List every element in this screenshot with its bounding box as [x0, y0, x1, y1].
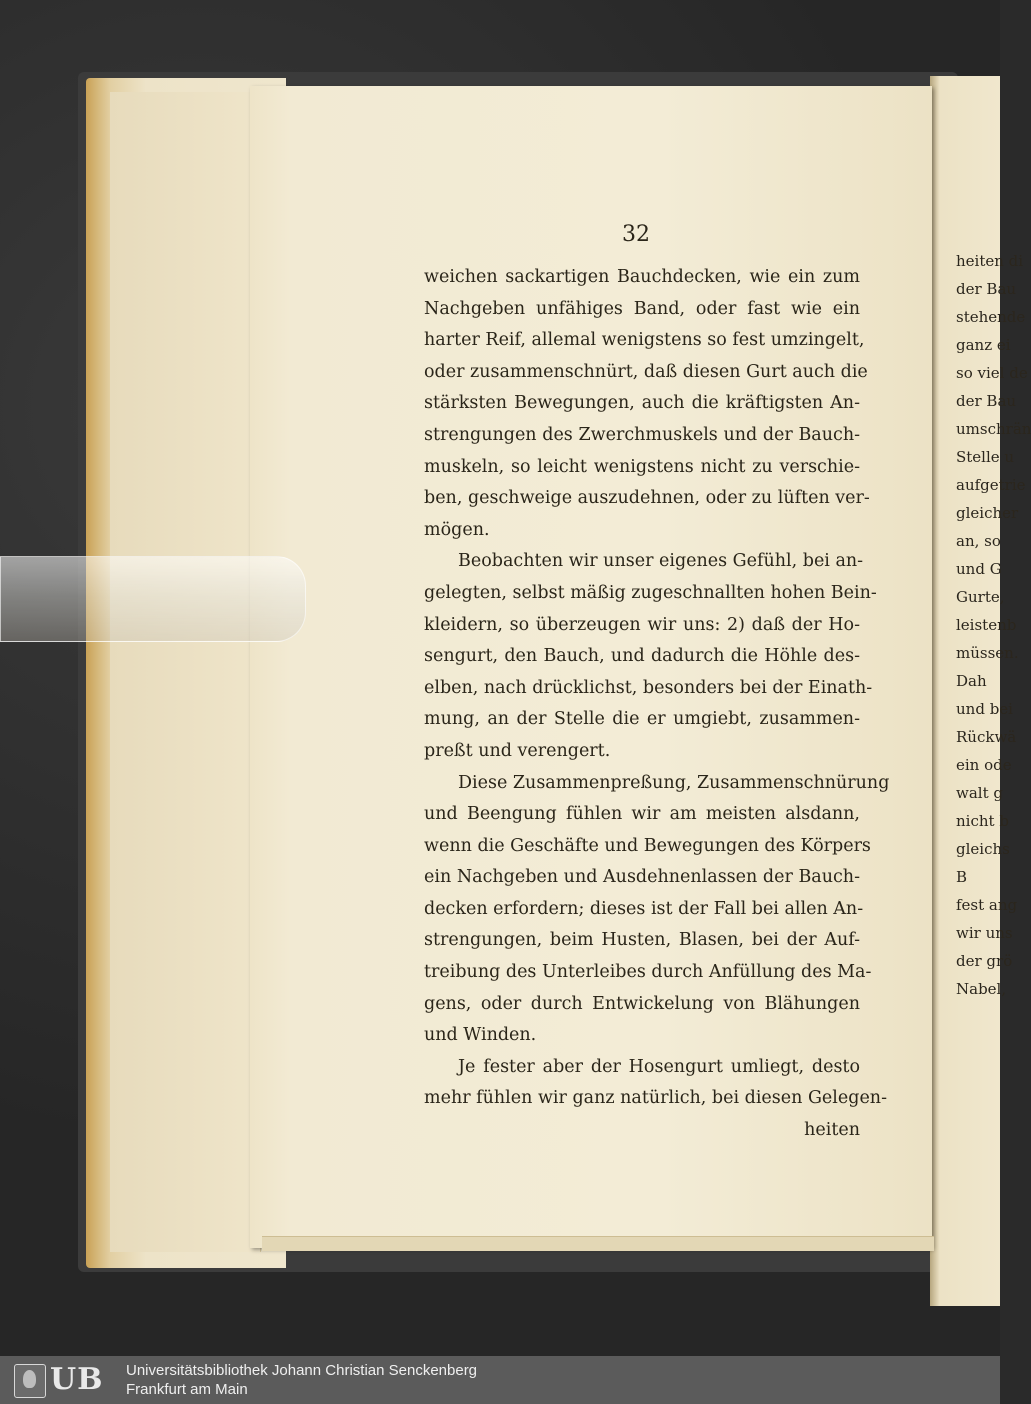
text-line: weichen sackartigen Bauchdecken, wie ein zum	[424, 267, 860, 287]
text-line: elben, nach drücklichst, besonders bei der Einath-	[424, 677, 873, 698]
text-line: mögen.	[424, 519, 490, 540]
text-line: ein Nachgeben und Ausdehnenlassen der Bauch-	[424, 867, 860, 888]
text-line: treibung des Unterleibes durch Anfüllung des Ma-	[424, 962, 872, 983]
plastic-page-clip	[0, 556, 306, 642]
facing-text-line: ganz ei	[956, 336, 1011, 354]
page-edge	[262, 1236, 934, 1251]
facing-text-line: Nabel,	[956, 980, 1007, 998]
facing-text-line: der Bau	[956, 280, 1017, 298]
facing-text-line: gleicher	[956, 504, 1019, 522]
institution-line1: Universitätsbibliothek Johann Christian Senckenberg	[126, 1362, 478, 1379]
text-line: gelegten, selbst mäßig zugeschnallten hohen Bein-	[424, 582, 877, 603]
text-line: und Beengung fühlen wir am meisten alsdann,	[424, 804, 860, 825]
facing-text-line: an, so	[956, 532, 1001, 550]
facing-text-line: fest ang	[956, 896, 1018, 914]
text-line: mung, an der Stelle die er umgiebt, zusammen-	[424, 709, 860, 730]
institution-line2: Frankfurt am Main	[126, 1381, 248, 1398]
footer-bar	[0, 1356, 1000, 1404]
facing-text-line: B	[956, 868, 968, 886]
text-line: stärksten Bewegungen, auch die kräftigsten An-	[424, 393, 860, 414]
text-line: decken erfordern; dieses ist der Fall bei allen An-	[424, 898, 864, 919]
facing-text-line: wir uns	[956, 924, 1013, 942]
facing-page	[930, 76, 1031, 1306]
facing-text-line: walt g	[956, 784, 1003, 802]
text-line: mehr fühlen wir ganz natürlich, bei diesen Gelegen-	[424, 1088, 887, 1109]
text-line: gens, oder durch Entwickelung von Blähungen	[424, 993, 860, 1014]
text-line: sengurt, den Bauch, und dadurch die Höhle des-	[424, 646, 860, 667]
text-line: Beobachten wir unser eigenes Gefühl, bei an-	[458, 551, 864, 572]
text-line: Je fester aber der Hosengurt umliegt, desto	[458, 1056, 860, 1077]
facing-text-line: und bei	[956, 700, 1013, 718]
facing-text-line: und G	[956, 560, 1002, 578]
facing-text-line: leistenb	[956, 616, 1017, 634]
text-line: ben, geschweige auszudehnen, oder zu lüften ver-	[424, 488, 870, 509]
facing-text-line: Gurte,	[956, 588, 1005, 606]
text-line: strengungen, beim Husten, Blasen, bei der Auf-	[424, 930, 860, 951]
library-logo	[10, 1362, 120, 1398]
facing-text-line: umschrän	[956, 420, 1031, 438]
facing-text-line: ein ode	[956, 756, 1012, 774]
facing-text-line: müssen.	[956, 644, 1019, 662]
text-line: harter Reif, allemal wenigstens so fest umzingelt,	[424, 330, 865, 351]
facing-text-line: gleichs	[956, 840, 1010, 858]
institution-name	[126, 1361, 477, 1399]
text-line: kleidern, so überzeugen wir uns: 2) daß der Ho-	[424, 614, 860, 635]
text-line: wenn die Geschäfte und Bewegungen des Körpers	[424, 835, 871, 856]
text-line: muskeln, so leicht wenigstens nicht zu verschie-	[424, 456, 860, 477]
facing-text-line: heiten di	[956, 252, 1024, 270]
text-line: strengungen des Zwerchmuskels und der Bauch-	[424, 424, 860, 445]
page-text	[424, 262, 890, 1147]
text-line: oder zusammenschnürt, daß diesen Gurt auch die	[424, 361, 868, 382]
portrait-icon	[14, 1364, 46, 1398]
facing-text-line: stehende	[956, 308, 1026, 326]
facing-text-line: Stelle u	[956, 448, 1015, 466]
text-line: Nachgeben unfähiges Band, oder fast wie ein	[424, 298, 860, 319]
logo-text: UB	[50, 1362, 104, 1397]
catchword: heiten	[804, 1120, 860, 1141]
text-line: und Winden.	[424, 1025, 537, 1046]
facing-text-line: so viel de	[956, 364, 1028, 382]
facing-text-line: nicht b	[956, 812, 1009, 830]
facing-text-line: der Bau	[956, 392, 1017, 410]
left-flyleaf	[110, 92, 261, 1252]
page-number: 32	[622, 222, 650, 247]
text-line: Diese Zusammenpreßung, Zusammenschnürung	[458, 772, 890, 793]
text-line: preßt und verengert.	[424, 740, 611, 761]
facing-text-line: der grö	[956, 952, 1013, 970]
facing-text-line: Dah	[956, 672, 987, 690]
facing-text-line: Rückwä	[956, 728, 1017, 746]
facing-text-line: aufgetrie	[956, 476, 1026, 494]
